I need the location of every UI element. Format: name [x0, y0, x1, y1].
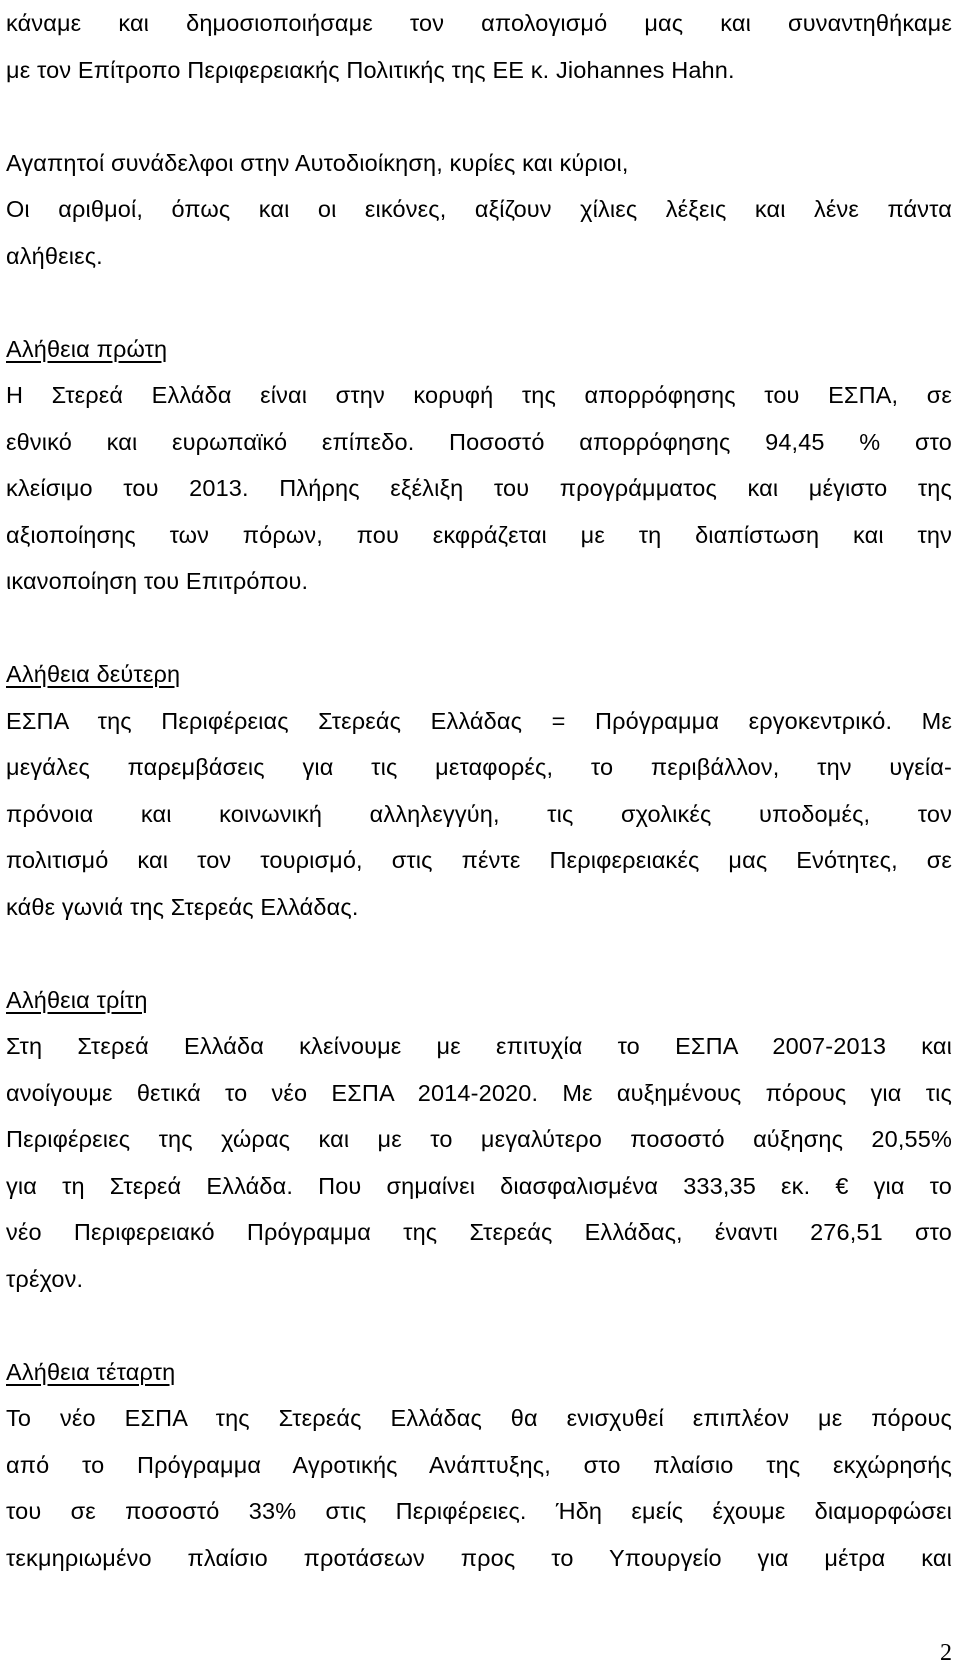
section-heading: Αλήθεια τέταρτη — [6, 1358, 176, 1385]
text-line: πολιτισμό και τον τουρισμό, στις πέντε Περιφερειακές μας Ενότητες, σε — [6, 847, 952, 873]
text-line: κλείσιμο του 2013. Πλήρης εξέλιξη του προγράμματος και μέγιστο της — [6, 475, 952, 501]
text-line: Το νέο ΕΣΠΑ της Στερεάς Ελλάδας θα ενισχυθεί επιπλέον με πόρους — [6, 1405, 952, 1431]
text-line: μεγάλες παρεμβάσεις για τις μεταφορές, το περιβάλλον, την υγεία- — [6, 754, 952, 780]
section-heading: Αλήθεια πρώτη — [6, 335, 168, 362]
text-line: ικανοποίηση του Επιτρόπου. — [6, 568, 309, 594]
text-line: Περιφέρειες της χώρας και με το μεγαλύτερο ποσοστό αύξησης 20,55% — [6, 1126, 952, 1152]
section-truth-one — [6, 326, 952, 605]
address-paragraph — [6, 140, 952, 280]
paragraph-gap — [6, 930, 952, 977]
intro-paragraph — [6, 0, 952, 93]
text-line: τρέχον. — [6, 1265, 84, 1292]
text-line: εθνικό και ευρωπαϊκό επίπεδο. Ποσοστό απορρόφησης 94,45 % στο — [6, 428, 952, 455]
text-line: για τη Στερεά Ελλάδα. Που σημαίνει διασφαλισμένα 333,35 εκ. € για το — [6, 1172, 952, 1199]
page-number: 2 — [940, 1640, 952, 1666]
section-truth-two — [6, 651, 952, 930]
text-line: με τον Επίτροπο Περιφερειακής Πολιτικής της ΕΕ κ. Jiohannes Hahn. — [6, 56, 735, 83]
paragraph-gap — [6, 1302, 952, 1349]
text-line: κάθε γωνιά της Στερεάς Ελλάδας. — [6, 893, 359, 920]
document-page — [6, 0, 952, 1581]
text-line: Αγαπητοί συνάδελφοι στην Αυτοδιοίκηση, κυρίες και κύριοι, — [6, 149, 629, 176]
section-truth-three — [6, 977, 952, 1303]
section-heading: Αλήθεια τρίτη — [6, 986, 148, 1013]
text-line: Οι αριθμοί, όπως και οι εικόνες, αξίζουν χίλιες λέξεις και λένε πάντα — [6, 196, 952, 222]
text-line: από το Πρόγραμμα Αγροτικής Ανάπτυξης, στο πλαίσιο της εκχώρησής — [6, 1451, 952, 1478]
text-line: νέο Περιφερειακό Πρόγραμμα της Στερεάς Ελλάδας, έναντι 276,51 στο — [6, 1219, 952, 1245]
text-line: αξιοποίησης των πόρων, που εκφράζεται με τη διαπίστωση και την — [6, 521, 952, 548]
section-truth-four — [6, 1349, 952, 1582]
paragraph-gap — [6, 93, 952, 140]
paragraph-gap — [6, 605, 952, 652]
paragraph-gap — [6, 279, 952, 326]
text-line: κάναμε και δημοσιοποιήσαμε τον απολογισμό μας και συναντηθήκαμε — [6, 10, 952, 36]
text-line: ανοίγουμε θετικά το νέο ΕΣΠΑ 2014-2020. Με αυξημένους πόρους για τις — [6, 1079, 952, 1106]
text-line: αλήθειες. — [6, 242, 103, 269]
text-line: τεκμηριωμένο πλαίσιο προτάσεων προς το Υπουργείο για μέτρα και — [6, 1544, 952, 1571]
section-heading: Αλήθεια δεύτερη — [6, 661, 181, 687]
text-line: Στη Στερεά Ελλάδα κλείνουμε με επιτυχία το ΕΣΠΑ 2007-2013 και — [6, 1033, 952, 1059]
text-line: πρόνοια και κοινωνική αλληλεγγύη, τις σχολικές υποδομές, τον — [6, 800, 952, 827]
text-line: του σε ποσοστό 33% στις Περιφέρειες. Ήδη εμείς έχουμε διαμορφώσει — [6, 1498, 952, 1524]
text-line: ΕΣΠΑ της Περιφέρειας Στερεάς Ελλάδας = Πρόγραμμα εργοκεντρικό. Με — [6, 707, 952, 734]
text-line: Η Στερεά Ελλάδα είναι στην κορυφή της απορρόφησης του ΕΣΠΑ, σε — [6, 382, 952, 408]
